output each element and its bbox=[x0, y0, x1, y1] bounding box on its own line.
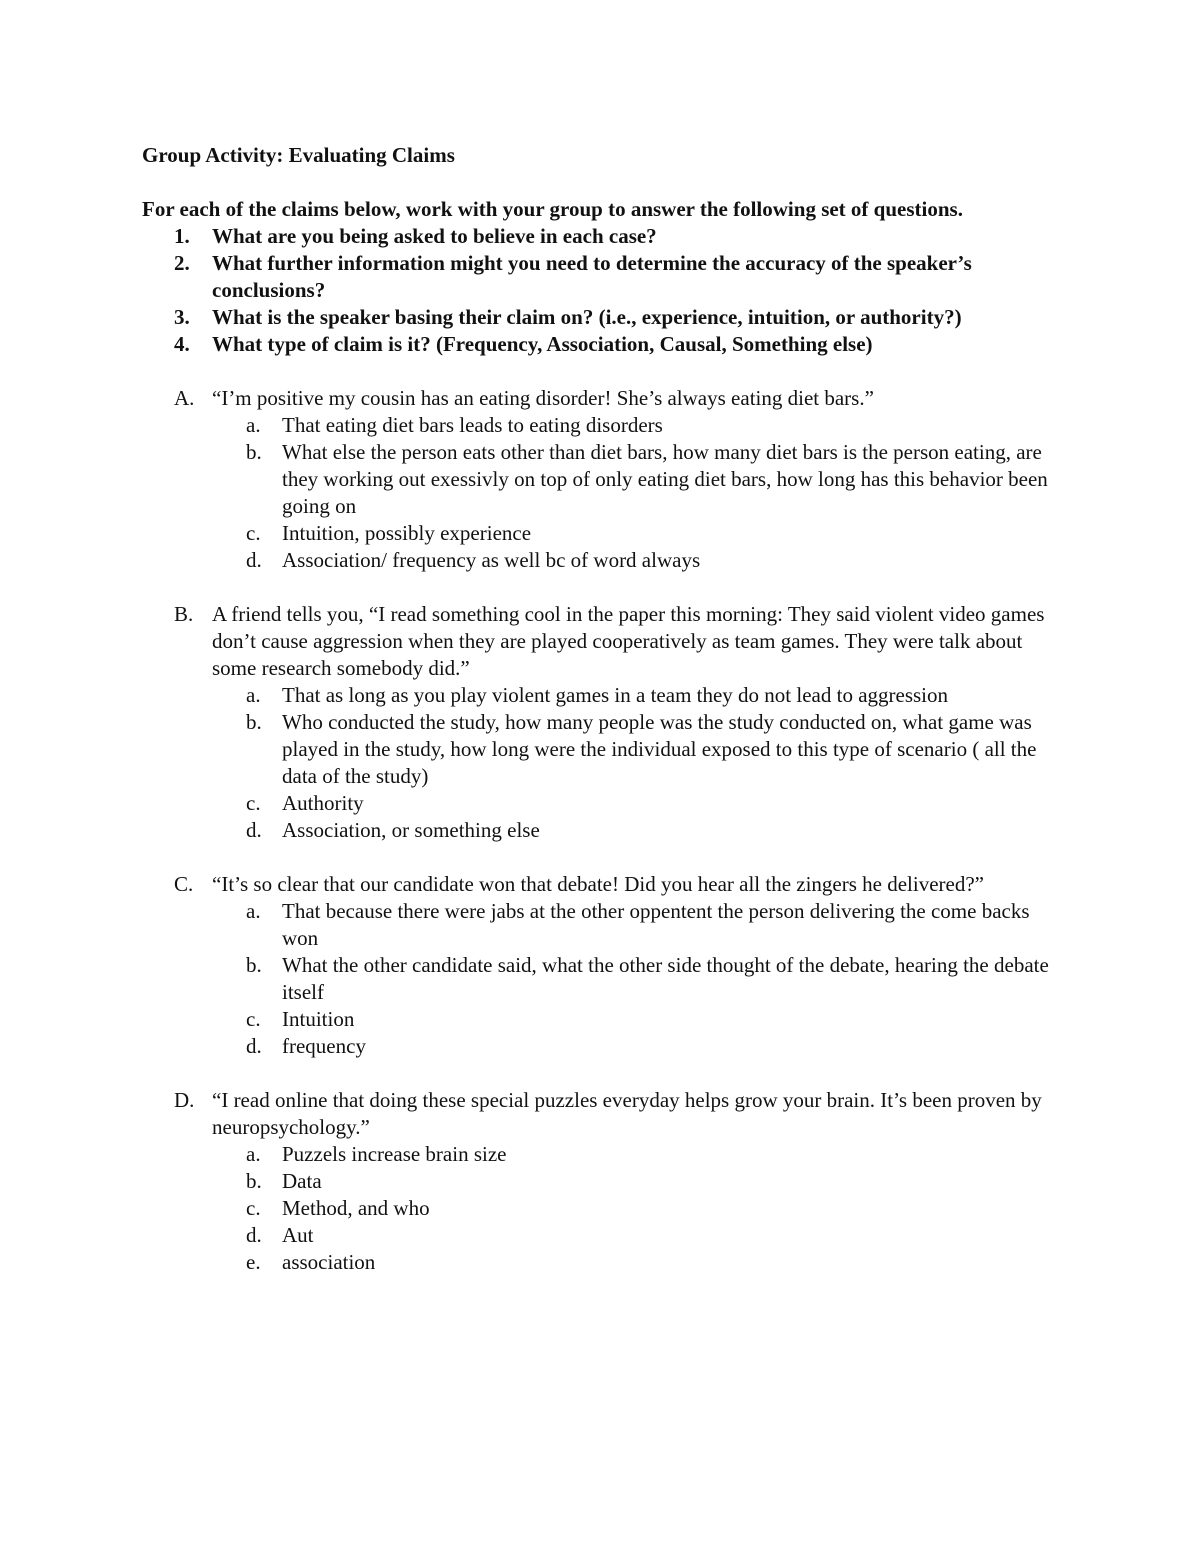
answer-item bbox=[142, 1141, 1062, 1168]
document-content bbox=[142, 142, 1062, 1276]
answer-letter: c. bbox=[246, 521, 261, 545]
answer-text: frequency bbox=[282, 1034, 366, 1058]
question-item bbox=[142, 223, 1062, 250]
answer-item bbox=[142, 1006, 1062, 1033]
claim-a-answers bbox=[142, 412, 1062, 574]
answer-letter: b. bbox=[246, 440, 262, 464]
answer-letter: e. bbox=[246, 1250, 261, 1274]
answer-item bbox=[142, 1249, 1062, 1276]
instructions: For each of the claims below, work with your group to answer the following set of questions. bbox=[142, 197, 963, 221]
answer-letter: b. bbox=[246, 1169, 262, 1193]
answer-item bbox=[142, 1195, 1062, 1222]
claim-d-answers bbox=[142, 1141, 1062, 1276]
answer-text: Association/ frequency as well bc of word always bbox=[282, 548, 701, 572]
answer-text: Intuition bbox=[282, 1007, 355, 1031]
answer-text: association bbox=[282, 1250, 376, 1274]
answer-text: Association, or something else bbox=[282, 818, 540, 842]
question-text: What further information might you need to determine the accuracy of the speaker’s conclusions? bbox=[212, 251, 972, 302]
answer-letter: d. bbox=[246, 1034, 262, 1058]
answer-text: What else the person eats other than diet bars, how many diet bars is the person eating, are they working out exessivly on top of only eating diet bars, how long has this behavior been going on bbox=[282, 440, 1048, 518]
answer-text: What the other candidate said, what the other side thought of the debate, hearing the debate itself bbox=[282, 953, 1049, 1004]
answer-text: Method, and who bbox=[282, 1196, 430, 1220]
answer-item bbox=[142, 952, 1062, 1006]
answer-letter: a. bbox=[246, 413, 261, 437]
answer-letter: c. bbox=[246, 791, 261, 815]
claim-letter: D. bbox=[174, 1088, 195, 1112]
claim-c-answers bbox=[142, 898, 1062, 1060]
answer-item bbox=[142, 790, 1062, 817]
claim-text: “I’m positive my cousin has an eating disorder! She’s always eating diet bars.” bbox=[212, 386, 874, 410]
claim-letter: C. bbox=[174, 872, 194, 896]
answer-item bbox=[142, 439, 1062, 520]
document-title: Group Activity: Evaluating Claims bbox=[142, 143, 455, 167]
answer-text: Authority bbox=[282, 791, 364, 815]
claim-a bbox=[142, 385, 1062, 412]
claim-b-answers bbox=[142, 682, 1062, 844]
answer-text: That eating diet bars leads to eating disorders bbox=[282, 413, 663, 437]
answer-item bbox=[142, 1168, 1062, 1195]
answer-item bbox=[142, 1033, 1062, 1060]
answer-letter: d. bbox=[246, 548, 262, 572]
answer-text: That as long as you play violent games in a team they do not lead to aggression bbox=[282, 683, 949, 707]
answer-letter: b. bbox=[246, 710, 262, 734]
answer-item bbox=[142, 898, 1062, 952]
answer-letter: a. bbox=[246, 1142, 261, 1166]
answer-letter: b. bbox=[246, 953, 262, 977]
claim-text: “It’s so clear that our candidate won that debate! Did you hear all the zingers he delivered?” bbox=[212, 872, 985, 896]
claim-d bbox=[142, 1087, 1062, 1141]
question-text: What is the speaker basing their claim on? (i.e., experience, intuition, or authority?) bbox=[212, 305, 962, 329]
answer-item bbox=[142, 817, 1062, 844]
answer-letter: c. bbox=[246, 1196, 261, 1220]
claim-b bbox=[142, 601, 1062, 682]
claim-letter: A. bbox=[174, 386, 195, 410]
question-item bbox=[142, 331, 1062, 358]
question-item bbox=[142, 304, 1062, 331]
answer-letter: c. bbox=[246, 1007, 261, 1031]
answer-item bbox=[142, 709, 1062, 790]
answer-text: Data bbox=[282, 1169, 322, 1193]
answer-letter: a. bbox=[246, 899, 261, 923]
answer-item bbox=[142, 547, 1062, 574]
answer-text: Intuition, possibly experience bbox=[282, 521, 532, 545]
answer-item bbox=[142, 1222, 1062, 1249]
question-number: 3. bbox=[174, 305, 190, 329]
claim-letter: B. bbox=[174, 602, 194, 626]
question-number: 1. bbox=[174, 224, 190, 248]
answer-item bbox=[142, 412, 1062, 439]
answer-text: That because there were jabs at the other oppentent the person delivering the come backs won bbox=[282, 899, 1030, 950]
question-item bbox=[142, 250, 1062, 304]
answer-text: Aut bbox=[282, 1223, 314, 1247]
answer-item bbox=[142, 682, 1062, 709]
question-text: What are you being asked to believe in each case? bbox=[212, 224, 657, 248]
answer-text: Puzzels increase brain size bbox=[282, 1142, 507, 1166]
answer-text: Who conducted the study, how many people was the study conducted on, what game was played in the study, how long were the individual exposed to this type of scenario ( all the data of the study) bbox=[282, 710, 1037, 788]
claim-text: “I read online that doing these special puzzles everyday helps grow your brain. It’s been proven by neuropsychology.” bbox=[212, 1088, 1042, 1139]
question-number: 2. bbox=[174, 251, 190, 275]
claim-text: A friend tells you, “I read something cool in the paper this morning: They said violent video games don’t cause aggression when they are played cooperatively as team games. They were talk about some research somebody did.” bbox=[212, 602, 1045, 680]
claim-c bbox=[142, 871, 1062, 898]
answer-item bbox=[142, 520, 1062, 547]
answer-letter: d. bbox=[246, 1223, 262, 1247]
question-list bbox=[142, 223, 1062, 358]
question-number: 4. bbox=[174, 332, 190, 356]
question-text: What type of claim is it? (Frequency, Association, Causal, Something else) bbox=[212, 332, 873, 356]
answer-letter: d. bbox=[246, 818, 262, 842]
answer-letter: a. bbox=[246, 683, 261, 707]
